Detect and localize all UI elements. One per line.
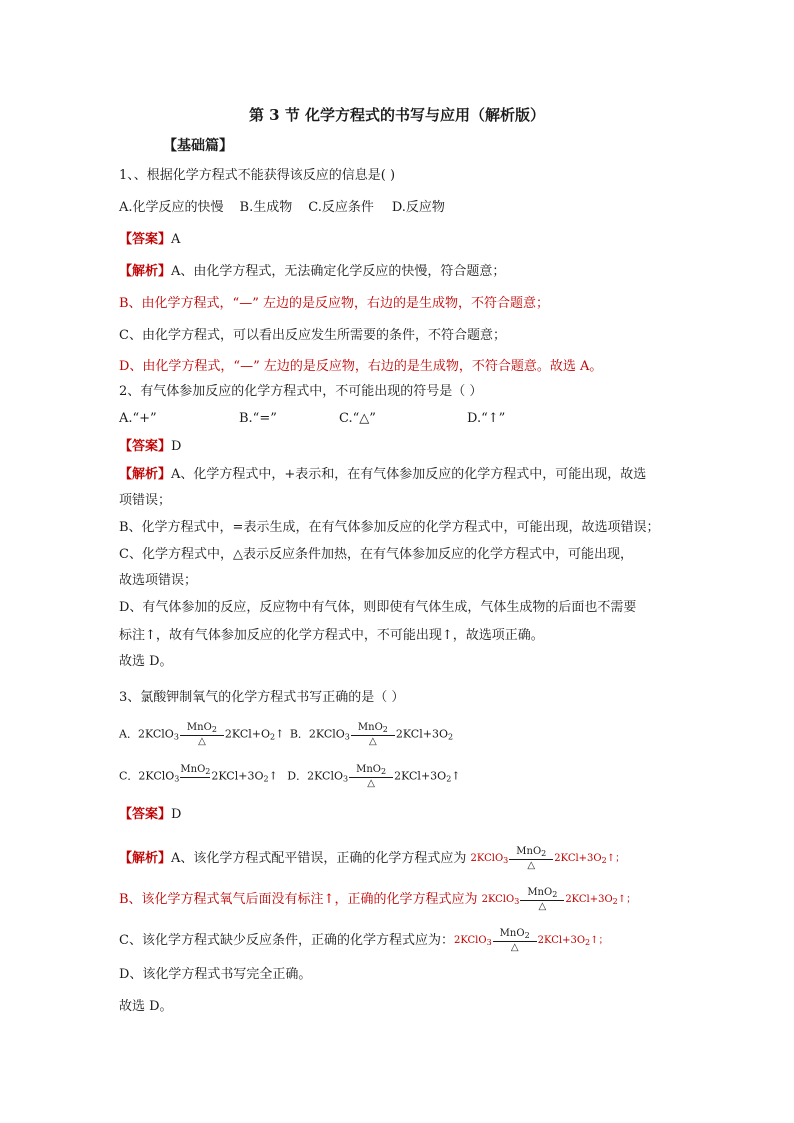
q3-final: 故选 D。	[119, 999, 173, 1014]
q2-analysis-d-cont: 标注↑，故有气体参加反应的化学方程式中，不可能出现↑，故选项正确。	[119, 628, 544, 643]
q3-analysis-c: C、该化学方程式缺少反应条件，正确的化学方程式应为：2KClO$_3$ MnO$_2$ △ $2KCl+3O_2↑$；	[119, 928, 609, 953]
q1-option-b: B.生成物	[239, 200, 293, 215]
equation: 2KClO$_3$ MnO$_2$ △ $2KCl+3O_2↑$；	[470, 846, 626, 871]
q2-answer: 【答案】D	[119, 439, 182, 454]
equation: 2KClO$_3$ MnO$_2$ △ $2KCl+3O_2↑$；	[481, 887, 637, 912]
q1-analysis-b: B、由化学方程式，“—” 左边的是反应物，右边的是生成物，不符合题意；	[119, 296, 549, 311]
q3-analysis-d: D、该化学方程式书写完全正确。	[119, 967, 312, 982]
q1-options	[119, 199, 445, 217]
q3-options-cd: C．2KClO$_3$ MnO$_2$ $2KCl+3O_2↑$ D．2KClO$_3$ MnO$_2$ △ $2KCl+3O_2↑$	[119, 764, 461, 789]
analysis-tag: 【解析】	[119, 264, 172, 279]
q3-options-ab: A．2KClO$_3$ MnO$_2$ △ $2KCl+O_2↑$ B．2KClO$_3$ MnO$_2$ △ $2KCl+3O_2$	[119, 722, 454, 747]
q2-option-c: C.“△”	[339, 411, 376, 426]
q3-analysis-b: B、该化学方程式氧气后面没有标注↑，正确的化学方程式应为 2KClO$_3$ MnO$_2$ △ $2KCl+3O_2↑$；	[119, 887, 637, 912]
q1-analysis-c: C、由化学方程式，可以看出反应发生所需要的条件，不符合题意；	[119, 328, 506, 343]
reaction-condition: MnO$_2$ △	[180, 722, 224, 747]
q2-analysis-d: D、有气体参加的反应，反应物中有气体，则即使有气体生成，气体生成物的后面也不需要	[119, 600, 637, 615]
q1-analysis-d: D、由化学方程式，“—” 左边的是反应物，右边的是生成物，不符合题意。故选 A。	[119, 359, 603, 374]
answer-value: A	[171, 232, 181, 247]
reaction-condition: MnO$_2$ △	[349, 764, 393, 789]
q2-question: 2、有气体参加反应的化学方程式中，不可能出现的符号是（ ）	[119, 384, 483, 399]
q2-option-d: D.“↑”	[467, 411, 506, 426]
q1-answer	[119, 231, 180, 249]
q2-option-a: A.“+”	[119, 411, 157, 426]
q1-option-a: A.化学反应的快慢	[119, 200, 224, 215]
q2-analysis-b: B、化学方程式中，=表示生成，在有气体参加反应的化学方程式中，可能出现，故选项错误；	[119, 520, 660, 535]
q1-analysis-a: 【解析】A、由化学方程式，无法确定化学反应的快慢，符合题意；	[119, 264, 506, 279]
q2-analysis-a-cont: 项错误；	[119, 493, 172, 508]
q3-question: 3、氯酸钾制氧气的化学方程式书写正确的是（ ）	[119, 690, 405, 705]
q2-analysis-a: 【解析】A、化学方程式中，+表示和，在有气体参加反应的化学方程式中，可能出现，故选	[119, 467, 647, 482]
reaction-condition: MnO$_2$ △	[351, 722, 395, 747]
q2-analysis-c-cont: 故选项错误；	[119, 573, 198, 588]
q2-option-b: B.“=”	[239, 411, 277, 426]
q2-analysis-c: C、化学方程式中，△表示反应条件加热，在有气体参加反应的化学方程式中，可能出现，	[119, 547, 633, 562]
q1-option-d: D.反应物	[391, 200, 445, 215]
equation: 2KClO$_3$ MnO$_2$ △ $2KCl+3O_2↑$；	[453, 928, 609, 953]
q2-final: 故选 D。	[119, 654, 173, 669]
section-heading: 【基础篇】	[163, 138, 233, 154]
q2-options	[119, 410, 505, 428]
page-title: 第 3 节 化学方程式的书写与应用（解析版）	[248, 106, 546, 124]
q3-analysis-a: 【解析】A、该化学方程式配平错误，正确的化学方程式应为 2KClO$_3$ MnO$_2$ △ $2KCl+3O_2↑$；	[119, 846, 626, 871]
q1-option-c: C.反应条件	[308, 200, 374, 215]
q3-answer: 【答案】D	[119, 807, 182, 822]
reaction-condition: MnO$_2$	[180, 764, 211, 776]
q1-question: 1、、根据化学方程式不能获得该反应的信息是( )	[119, 168, 396, 183]
answer-tag: 【答案】	[119, 232, 172, 247]
